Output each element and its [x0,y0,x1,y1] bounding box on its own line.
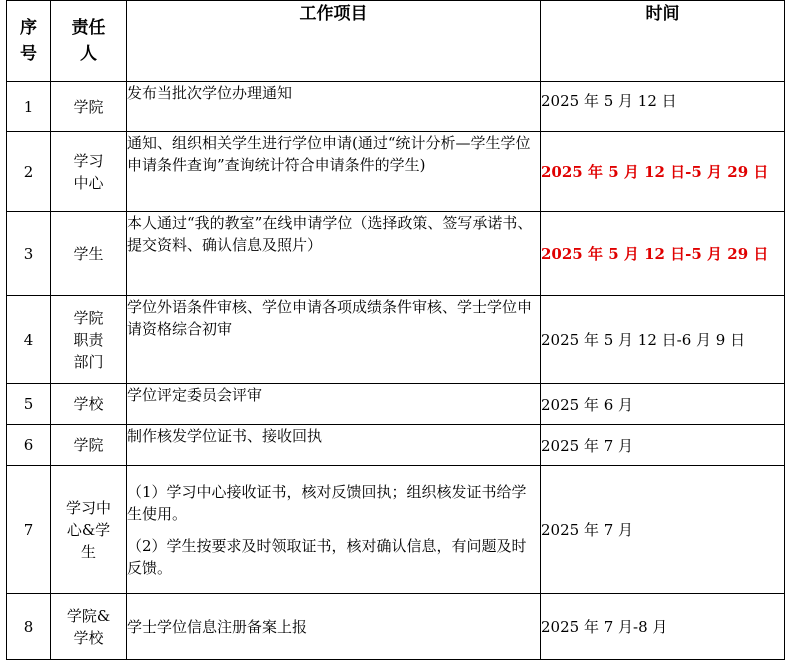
table-row [7,466,785,594]
row-time: 2025 年 7 月 [541,425,785,466]
header-item: 工作项目 [127,1,541,82]
row-resp: 学习中心 [51,132,127,212]
row-time-highlight: 2025 年 5 月 12 日-5 月 29 日 [541,132,785,212]
header-resp: 责任人 [51,1,127,82]
table-row [7,425,785,466]
header-seq: 序号 [7,1,51,82]
row-time: 2025 年 7 月 [541,466,785,594]
row-time: 2025 年 5 月 12 日 [541,82,785,132]
row-item: 通知、组织相关学生进行学位申请(通过“统计分析—学生学位申请条件查询”查询统计符合申请条件的学生) [127,132,541,212]
row-item: 本人通过“我的教室”在线申请学位（选择政策、签写承诺书、提交资料、确认信息及照片） [127,212,541,296]
table-row [7,82,785,132]
header-row [7,1,785,82]
row-seq: 6 [7,425,51,466]
header-time: 时间 [541,1,785,82]
row-resp: 学生 [51,212,127,296]
row-resp: 学习中心&学生 [51,466,127,594]
row-item: 学位评定委员会评审 [127,384,541,425]
row-time: 2025 年 7 月-8 月 [541,594,785,660]
table-row [7,296,785,384]
table-row [7,594,785,660]
table-row [7,212,785,296]
row-item [127,466,541,594]
item-paragraph: （2）学生按要求及时领取证书，核对确认信息，有问题及时反馈。 [127,536,527,577]
row-seq: 4 [7,296,51,384]
schedule-table [6,0,785,660]
row-seq: 7 [7,466,51,594]
table-row [7,384,785,425]
row-time: 2025 年 5 月 12 日-6 月 9 日 [541,296,785,384]
row-seq: 2 [7,132,51,212]
row-seq: 1 [7,82,51,132]
row-resp: 学院职责部门 [51,296,127,384]
row-seq: 8 [7,594,51,660]
row-seq: 5 [7,384,51,425]
item-paragraph: （1）学习中心接收证书，核对反馈回执；组织核发证书给学生使用。 [127,482,527,523]
row-resp: 学校 [51,384,127,425]
row-item: 学位外语条件审核、学位申请各项成绩条件审核、学士学位申请资格综合初审 [127,296,541,384]
row-time-highlight: 2025 年 5 月 12 日-5 月 29 日 [541,212,785,296]
table-row [7,132,785,212]
row-resp: 学院 [51,425,127,466]
row-seq: 3 [7,212,51,296]
row-time: 2025 年 6 月 [541,384,785,425]
row-resp: 学院&学校 [51,594,127,660]
row-item: 学士学位信息注册备案上报 [127,594,541,660]
row-item: 制作核发学位证书、接收回执 [127,425,541,466]
row-resp: 学院 [51,82,127,132]
row-item: 发布当批次学位办理通知 [127,82,541,132]
